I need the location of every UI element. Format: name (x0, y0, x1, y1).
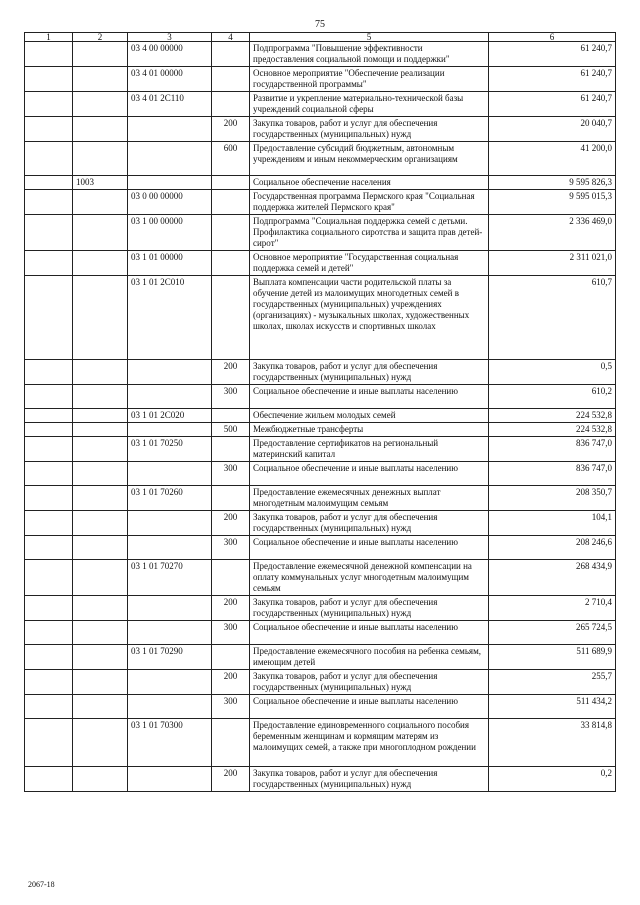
table-cell-c3 (128, 385, 212, 409)
table-cell-c1 (25, 67, 73, 92)
table-cell-c6: 836 747,0 (489, 437, 616, 462)
column-header-4: 4 (212, 33, 250, 42)
table-cell-c1 (25, 486, 73, 511)
table-cell-c1 (25, 767, 73, 792)
table-cell-c4: 300 (212, 695, 250, 719)
table-cell-c5: Закупка товаров, работ и услуг для обеспечения государственных (муниципальных) нужд (250, 596, 489, 621)
table-cell-c2 (73, 276, 128, 360)
table-cell-c5: Социальное обеспечение населения (250, 176, 489, 190)
table-cell-c2 (73, 511, 128, 536)
table-cell-c5: Закупка товаров, работ и услуг для обеспечения государственных (муниципальных) нужд (250, 670, 489, 695)
table-cell-c1 (25, 621, 73, 645)
table-row (25, 360, 616, 385)
table-cell-c5: Закупка товаров, работ и услуг для обеспечения государственных (муниципальных) нужд (250, 117, 489, 142)
table-cell-c2 (73, 117, 128, 142)
table-cell-c3: 03 1 01 70290 (128, 645, 212, 670)
table-cell-c3 (128, 176, 212, 190)
table-cell-c2 (73, 437, 128, 462)
table-cell-c3 (128, 536, 212, 560)
table-cell-c1 (25, 251, 73, 276)
table-cell-c6: 41 200,0 (489, 142, 616, 176)
table-cell-c2 (73, 92, 128, 117)
table-cell-c4: 200 (212, 767, 250, 792)
table-row (25, 596, 616, 621)
table-cell-c3 (128, 621, 212, 645)
table-cell-c5: Государственная программа Пермского края "Социальная поддержка жителей Пермского края" (250, 190, 489, 215)
table-cell-c6: 610,2 (489, 385, 616, 409)
table-cell-c6: 268 434,9 (489, 560, 616, 596)
table-cell-c1 (25, 276, 73, 360)
table-cell-c6: 511 689,9 (489, 645, 616, 670)
table-row (25, 560, 616, 596)
table-cell-c3 (128, 423, 212, 437)
table-cell-c4 (212, 251, 250, 276)
table-cell-c4 (212, 42, 250, 67)
page-number: 75 (315, 19, 325, 30)
table-cell-c3: 03 1 01 00000 (128, 251, 212, 276)
table-row (25, 409, 616, 423)
table-cell-c4: 200 (212, 360, 250, 385)
table-cell-c3 (128, 670, 212, 695)
table-cell-c2 (73, 385, 128, 409)
table-cell-c2 (73, 215, 128, 251)
footer-code: 2067-18 (28, 880, 55, 889)
table-cell-c6: 0,2 (489, 767, 616, 792)
table-cell-c4 (212, 176, 250, 190)
table-cell-c1 (25, 190, 73, 215)
table-cell-c1 (25, 176, 73, 190)
table-cell-c1 (25, 560, 73, 596)
table-cell-c5: Предоставление ежемесячной денежной компенсации на оплату коммунальных услуг многодетным малоимущим семьям (250, 560, 489, 596)
table-cell-c2 (73, 462, 128, 486)
table-cell-c2 (73, 67, 128, 92)
table-cell-c2 (73, 719, 128, 767)
table-cell-c6: 2 336 469,0 (489, 215, 616, 251)
table-cell-c4: 500 (212, 423, 250, 437)
table-cell-c4 (212, 92, 250, 117)
header-row (25, 33, 616, 42)
table-cell-c1 (25, 695, 73, 719)
table-cell-c1 (25, 437, 73, 462)
table-cell-c1 (25, 360, 73, 385)
table-row (25, 719, 616, 767)
table-cell-c3 (128, 596, 212, 621)
table-cell-c5: Развитие и укрепление материально-технической базы учреждений социальной сферы (250, 92, 489, 117)
table-cell-c5: Предоставление единовременного социального пособия беременным женщинам и кормящим матерям из малоимущих семей, а также при многоплодном рождении (250, 719, 489, 767)
table-cell-c4 (212, 215, 250, 251)
table-cell-c2 (73, 360, 128, 385)
table-cell-c3: 03 1 01 70270 (128, 560, 212, 596)
table-cell-c2 (73, 409, 128, 423)
table-cell-c6: 61 240,7 (489, 42, 616, 67)
table-cell-c2 (73, 251, 128, 276)
table-cell-c3: 03 1 01 2С010 (128, 276, 212, 360)
table-cell-c5: Подпрограмма "Повышение эффективности предоставления социальной помощи и поддержки" (250, 42, 489, 67)
table-cell-c5: Закупка товаров, работ и услуг для обеспечения государственных (муниципальных) нужд (250, 511, 489, 536)
table-cell-c2: 1003 (73, 176, 128, 190)
table-cell-c6: 265 724,5 (489, 621, 616, 645)
table-cell-c1 (25, 462, 73, 486)
table-cell-c4: 200 (212, 670, 250, 695)
table-cell-c1 (25, 117, 73, 142)
table-cell-c4: 600 (212, 142, 250, 176)
table-cell-c3 (128, 767, 212, 792)
table-cell-c3: 03 1 01 70260 (128, 486, 212, 511)
table-cell-c6: 836 747,0 (489, 462, 616, 486)
table-cell-c5: Предоставление субсидий бюджетным, автономным учреждениям и иным некоммерческим организациям (250, 142, 489, 176)
table-cell-c3: 03 1 00 00000 (128, 215, 212, 251)
table-cell-c5: Основное мероприятие "Государственная социальная поддержка семей и детей" (250, 251, 489, 276)
table-row (25, 385, 616, 409)
table-cell-c6: 2 710,4 (489, 596, 616, 621)
table-cell-c6: 104,1 (489, 511, 616, 536)
table-cell-c6: 0,5 (489, 360, 616, 385)
table-row (25, 42, 616, 67)
budget-table (24, 32, 616, 792)
table-cell-c4 (212, 409, 250, 423)
table-row (25, 190, 616, 215)
table-cell-c4: 300 (212, 621, 250, 645)
table-cell-c3: 03 4 00 00000 (128, 42, 212, 67)
table-cell-c6: 255,7 (489, 670, 616, 695)
table-row (25, 176, 616, 190)
table-cell-c5: Социальное обеспечение и иные выплаты населению (250, 536, 489, 560)
table-cell-c2 (73, 645, 128, 670)
table-cell-c5: Социальное обеспечение и иные выплаты населению (250, 385, 489, 409)
table-cell-c2 (73, 695, 128, 719)
table-body (25, 42, 616, 792)
table-cell-c4 (212, 560, 250, 596)
table-cell-c4: 200 (212, 596, 250, 621)
table-cell-c2 (73, 560, 128, 596)
table-cell-c4 (212, 645, 250, 670)
table-cell-c6: 33 814,8 (489, 719, 616, 767)
table-cell-c1 (25, 385, 73, 409)
table-row (25, 511, 616, 536)
table-cell-c5: Основное мероприятие "Обеспечение реализации государственной программы" (250, 67, 489, 92)
table-cell-c1 (25, 423, 73, 437)
table-cell-c1 (25, 215, 73, 251)
table-cell-c5: Межбюджетные трансферты (250, 423, 489, 437)
table-row (25, 536, 616, 560)
table-cell-c4 (212, 486, 250, 511)
table-cell-c4: 200 (212, 117, 250, 142)
table-cell-c2 (73, 536, 128, 560)
table-cell-c6: 2 311 021,0 (489, 251, 616, 276)
table-cell-c5: Социальное обеспечение и иные выплаты населению (250, 462, 489, 486)
table-cell-c3: 03 1 01 2С020 (128, 409, 212, 423)
table-cell-c6: 61 240,7 (489, 67, 616, 92)
table-cell-c2 (73, 670, 128, 695)
table-cell-c6: 9 595 015,3 (489, 190, 616, 215)
table-cell-c4 (212, 276, 250, 360)
table-cell-c2 (73, 767, 128, 792)
table-cell-c5: Закупка товаров, работ и услуг для обеспечения государственных (муниципальных) нужд (250, 767, 489, 792)
table-row (25, 621, 616, 645)
table-row (25, 462, 616, 486)
table-cell-c5: Социальное обеспечение и иные выплаты населению (250, 695, 489, 719)
table-row (25, 251, 616, 276)
column-header-2: 2 (73, 33, 128, 42)
table-cell-c6: 9 595 826,3 (489, 176, 616, 190)
table-cell-c1 (25, 142, 73, 176)
table-cell-c5: Выплата компенсации части родительской платы за обучение детей из малоимущих многодетных семей в государственных (муниципальных) учреждениях (организациях) - музыкальных школах, художественных школах, школах искусств и спортивных школах (250, 276, 489, 360)
table-cell-c5: Социальное обеспечение и иные выплаты населению (250, 621, 489, 645)
table-cell-c3 (128, 142, 212, 176)
table-row (25, 276, 616, 360)
table-cell-c3: 03 4 01 00000 (128, 67, 212, 92)
table-cell-c3 (128, 511, 212, 536)
table-cell-c1 (25, 511, 73, 536)
column-header-6: 6 (489, 33, 616, 42)
table-row (25, 117, 616, 142)
table-row (25, 437, 616, 462)
table-row (25, 215, 616, 251)
table-cell-c1 (25, 670, 73, 695)
table-cell-c5: Закупка товаров, работ и услуг для обеспечения государственных (муниципальных) нужд (250, 360, 489, 385)
table-cell-c5: Подпрограмма "Социальная поддержка семей с детьми. Профилактика социального сиротства и защита прав детей-сирот" (250, 215, 489, 251)
table-cell-c2 (73, 423, 128, 437)
table-cell-c2 (73, 142, 128, 176)
table-cell-c2 (73, 486, 128, 511)
table-cell-c4 (212, 67, 250, 92)
table-row (25, 486, 616, 511)
table-cell-c5: Обеспечение жильем молодых семей (250, 409, 489, 423)
table-cell-c6: 224 532,8 (489, 409, 616, 423)
table-cell-c1 (25, 596, 73, 621)
table-cell-c5: Предоставление ежемесячного пособия на ребенка семьям, имеющим детей (250, 645, 489, 670)
table-cell-c4 (212, 719, 250, 767)
table-row (25, 695, 616, 719)
table-cell-c4 (212, 190, 250, 215)
table-cell-c6: 224 532,8 (489, 423, 616, 437)
table-cell-c2 (73, 190, 128, 215)
table-cell-c6: 511 434,2 (489, 695, 616, 719)
table-cell-c3 (128, 462, 212, 486)
table-cell-c6: 20 040,7 (489, 117, 616, 142)
table-cell-c1 (25, 92, 73, 117)
table-row (25, 423, 616, 437)
table-row (25, 645, 616, 670)
table-row (25, 92, 616, 117)
table-cell-c2 (73, 621, 128, 645)
table-cell-c1 (25, 536, 73, 560)
table-row (25, 670, 616, 695)
table-cell-c4: 300 (212, 462, 250, 486)
table-cell-c2 (73, 596, 128, 621)
column-header-3: 3 (128, 33, 212, 42)
table-cell-c1 (25, 409, 73, 423)
table-cell-c3 (128, 360, 212, 385)
table-cell-c3 (128, 695, 212, 719)
table-cell-c6: 610,7 (489, 276, 616, 360)
column-header-5: 5 (250, 33, 489, 42)
table-cell-c3 (128, 117, 212, 142)
table-cell-c3: 03 1 01 70250 (128, 437, 212, 462)
table-cell-c4: 300 (212, 385, 250, 409)
table-cell-c1 (25, 42, 73, 67)
table-cell-c1 (25, 645, 73, 670)
table-cell-c4: 200 (212, 511, 250, 536)
table-row (25, 767, 616, 792)
table-cell-c6: 208 246,6 (489, 536, 616, 560)
table-cell-c6: 61 240,7 (489, 92, 616, 117)
table-cell-c6: 208 350,7 (489, 486, 616, 511)
table-cell-c3: 03 0 00 00000 (128, 190, 212, 215)
table-cell-c2 (73, 42, 128, 67)
table-cell-c1 (25, 719, 73, 767)
table-cell-c4 (212, 437, 250, 462)
table-row (25, 67, 616, 92)
table-row (25, 142, 616, 176)
table-cell-c3: 03 1 01 70300 (128, 719, 212, 767)
column-header-1: 1 (25, 33, 73, 42)
table-cell-c4: 300 (212, 536, 250, 560)
table-cell-c3: 03 4 01 2С110 (128, 92, 212, 117)
table-cell-c5: Предоставление сертификатов на региональный материнский капитал (250, 437, 489, 462)
table-cell-c5: Предоставление ежемесячных денежных выплат многодетным малоимущим семьям (250, 486, 489, 511)
